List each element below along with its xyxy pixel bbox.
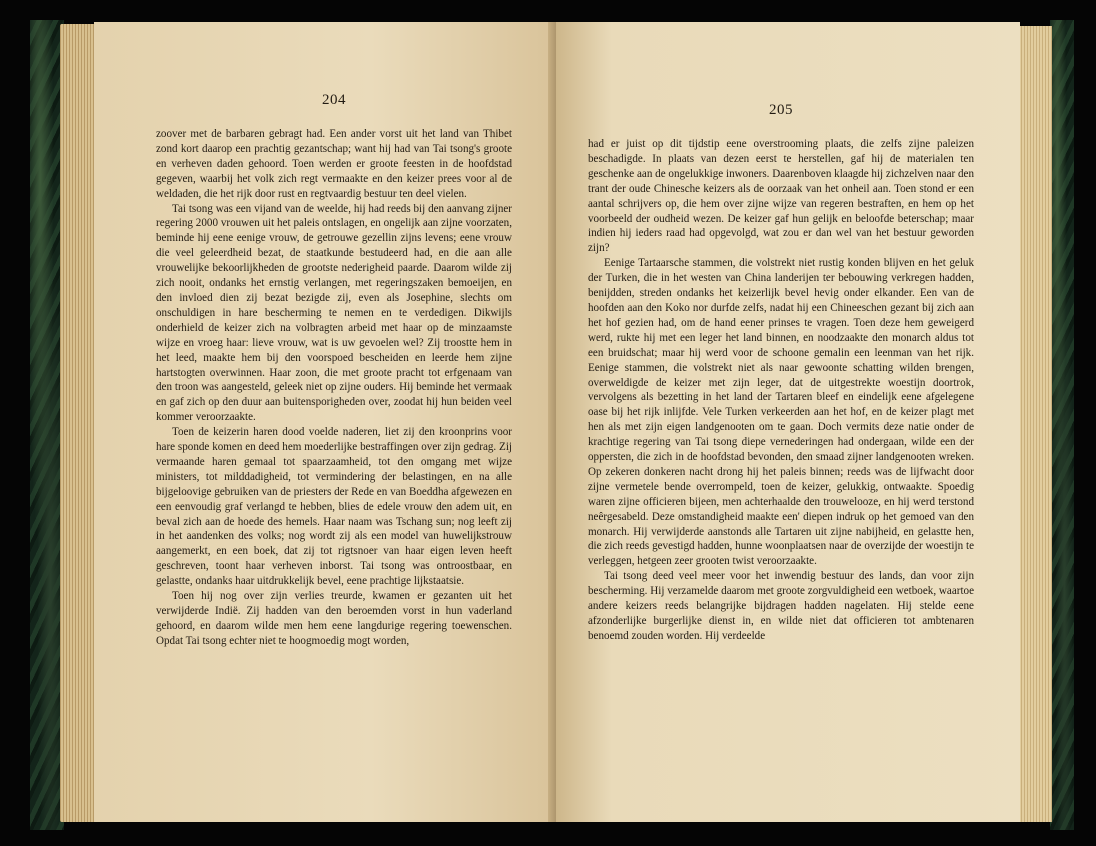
page-number-left: 204: [322, 92, 346, 108]
page-edges-right: [1018, 26, 1052, 822]
page-edges-left: [60, 24, 96, 822]
right-page: [556, 22, 1020, 822]
paragraph: Toen de keizerin haren dood voelde naderen, liet zij den kroonprins voor hare sponde komen en deed hem moederlijke bestraffingen over zijn gedrag. Zij vermaande haren gemaal tot spaarzaamheid, tot den omgang met wijze ministers, tot milddadigheid, tot vermindering der belastingen, en na alle bijgeloovige gebruiken van de priesters der Rede en van Boeddha afgewezen en een eenvoudig graf verlangd te hebben, blies de edele vrouw den adem uit, en beval zich aan de hoede des hemels. Haar naam was Tschang sun; nog leeft zij in het aandenken des volks; nog wordt zij als een model van huwelijkstrouw aangemerkt, en een boek, dat zij tot rigtsnoer van haar eigen leven heeft geschreven, toont haar verheven inborst. Tai tsong was ontroostbaar, en gelastte, ondanks haar uitdrukkelijk bevel, eene prachtige lijkstaatsie.: [156, 426, 512, 588]
marbled-cover-right: [1050, 20, 1074, 830]
paragraph: zoover met de barbaren gebragt had. Een ander vorst uit het land van Thibet zond kort daarop een prachtig gezantschap; want hij had van Tai tsong's groote en verheven daden gehoord. Toen werden er groote feesten in de hoofdstad gegeven, waarbij het volk zich regt vermaakte en den keizer prees voor al de weldaden, die het rijk door rust en regtvaardig bestuur ten deel vielen.: [156, 128, 512, 200]
paragraph: Toen hij nog over zijn verlies treurde, kwamen er gezanten uit het verwijderde Indië. Zij hadden van den beroemden vorst in hun vaderland gehoord, en daarom wilde men hem eene langdurige regering toewenschen. Opdat Tai tsong echter niet te hoogmoedig mogt worden,: [156, 590, 512, 647]
paragraph: Tai tsong deed veel meer voor het inwendig bestuur des lands, dan voor zijn bescherming. Hij verzamelde daarom met groote zorgvuldigheid een wetboek, waartoe andere keizers reeds belangrijke bijdragen hadden nagelaten. Hij stelde eene afzonderlijke burgerlijke dienst in, en wilde niet dat officieren tot ambtenaren benoemd zouden worden. Hij verdeelde: [588, 570, 974, 642]
marbled-cover-left: [30, 20, 64, 830]
paragraph: Eenige Tartaarsche stammen, die volstrekt niet rustig konden blijven en het geluk der Turken, die in het westen van China landerijen ter bebouwing verkregen hadden, benijdden, streden ondanks het keizerlijk bevel hevig onder elkander. Een van de hoofden aan den Koko nor durfde zelfs, nadat hij een Chineeschen gezant bij zich aan het hof gezien had, om de hand eener prinses te vragen. Toen deze hem geweigerd werd, rukte hij met een leger het land binnen, en noodzaakte den monarch aldus tot een bruidschat; maar hij werd voor de schoone gemalin een leenman van het rijk. Eenige stammen, die volstrekt niet als naar gewoonte schatting wilden brengen, overweldigde de keizer met zijn leger, dat de uitgestrekte woestijn doortrok, vervolgens als bezetting in het land der Tartaren bleef en eindelijk eene afgelegene oase bij het rijk inlijfde. Vele Turken verkeerden aan het hof, en de keizer plagt met hen als met zijn eigen landgenooten om te gaan. Doch vermits deze natie onder de krachtige regering van Tai tsong diepe vernederingen had ondergaan, wilde een der oppersten, die zich in de hoofdstad bevonden, den smaad zijner landgenooten wreken. Op zekeren donkeren nacht drong hij het paleis binnen; reeds was de lijfwacht door zijne vermetele bende overrompeld, toen de keizer, gelukkig, ontwaakte. Spoedig waren zijne officieren bijeen, men achterhaalde den trouwelooze, en hij werd terstond neêrgesabeld. Deze omstandigheid maakte een' diepen indruk op het gemoed van den monarch. Hij verwijderde aanstonds alle Tartaren uit zijne nabijheid, en gelastte hen, die zich reeds gevestigd hadden, hunne woonplaatsen naar de overzijde der woestijn te verleggen, hetgeen zeer grooten twist veroorzaakte.: [588, 257, 974, 568]
right-page-body: [588, 137, 974, 644]
page-number-right: 205: [769, 102, 793, 118]
left-page-body: [156, 127, 512, 649]
paragraph: Tai tsong was een vijand van de weelde, hij had reeds bij den aanvang zijner regering 2000 vrouwen uit het paleis ontslagen, en ongelijk aan zijne voorzaten, beminde hij eene eenige vrouw, de getrouwe gezellin zijns levens; eene vrouw die veel geleerdheid bezat, de staatkunde bestudeerd had, en die aan alle vrouwelijke bekoorlijkheden de grootste nederigheid paarde. Daarom wilde zij zich nooit, ondanks het ernstig verlangen, met regeringszaken bemoeijen, en den invloed dien zij bezat bezigde zij, even als Josephine, slechts om onschuldigen in hare bescherming te nemen en te verdedigen. Dikwijls onderhield de keizer zich na volbragten arbeid met haar op de minzaamste wijze en vroeg haar: lieve vrouw, wat is uw gevoelen wel? Zij troostte hem in het leed, maakte hem bij den voorspoed bescheiden en leerde hem zijne hartstogten overwinnen. Haar zoon, die met groote pracht tot erfgenaam van den troon was aangesteld, geleek niet op zijne ouders. Hij beminde het vermaak en gaf zich op den duur aan buitensporigheden over, zoodat hij hun beiden veel kommer veroorzaakte.: [156, 202, 512, 424]
paragraph: had er juist op dit tijdstip eene overstrooming plaats, die zelfs zijne paleizen beschadigde. In plaats van dezen eerst te herstellen, gaf hij de materialen ten geschenke aan de ongelukkige inwoners. Daarenboven klaagde hij zichzelven naar den trant der oude Chinesche keizers als de oorzaak van het onheil aan. Toen stond er een aantal schrijvers op, die hem over zijne wijze van regeren bestraften, en hem op het voorbeeld der oudheid wezen. De keizer gaf hun gelijk en beloofde beterschap; maar indien hij ieders raad had opgevolgd, wat zou er dan wel van het bestuur geworden zijn?: [588, 138, 974, 255]
left-page: [94, 22, 556, 822]
